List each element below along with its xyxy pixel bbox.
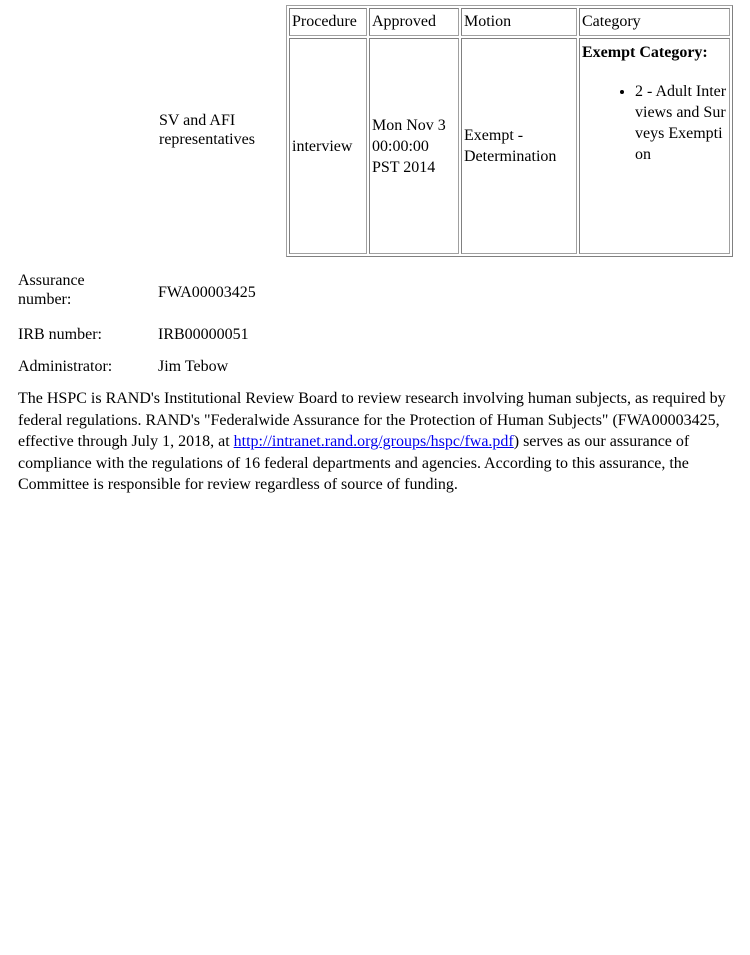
administrator-value: Jim Tebow xyxy=(158,358,229,375)
column-header-procedure: Procedure xyxy=(289,8,367,36)
category-cell xyxy=(579,38,730,254)
exempt-category-heading: Exempt Category: xyxy=(582,44,708,61)
subject-group-text: SV and AFI representatives xyxy=(159,112,255,148)
irb-number-label: IRB number: xyxy=(18,326,102,343)
procedure-cell: interview xyxy=(289,38,367,254)
column-header-approved: Approved xyxy=(369,8,459,36)
administrator-label: Administrator: xyxy=(18,358,113,375)
list-item: • 2 - Adult Interviews and Surveys Exemption xyxy=(635,81,727,165)
assurance-number-label: Assurance number: xyxy=(18,272,85,308)
description-text-start: The HSPC is RAND's Institutional Review Board to review research involving human subjects, as required by federal regulations. RAND's "Federalwide Assurance for the Protection of Human Subjects" (FWA00003425, effective through July 1, 2018, at xyxy=(18,390,726,450)
irb-number-value: IRB00000051 xyxy=(158,326,249,343)
description-text-end: ) serves as our assurance of compliance with the regulations of 16 federal departments and agencies. According to this assurance, the Committee is responsible for review regardless of source of funding. xyxy=(18,433,690,493)
column-header-motion: Motion xyxy=(461,8,577,36)
hspc-description xyxy=(18,388,734,496)
approved-cell: Mon Nov 3 00:00:00 PST 2014 xyxy=(369,38,459,254)
category-list xyxy=(582,81,727,165)
column-header-category: Category xyxy=(579,8,730,36)
table-row xyxy=(289,38,730,254)
motion-cell: Exempt - Determination xyxy=(461,38,577,254)
assurance-number-value: FWA00003425 xyxy=(158,284,256,301)
protocol-table xyxy=(286,5,733,257)
table-header-row xyxy=(289,8,730,36)
fwa-pdf-link[interactable]: http://intranet.rand.org/groups/hspc/fwa.pdf xyxy=(233,433,514,450)
